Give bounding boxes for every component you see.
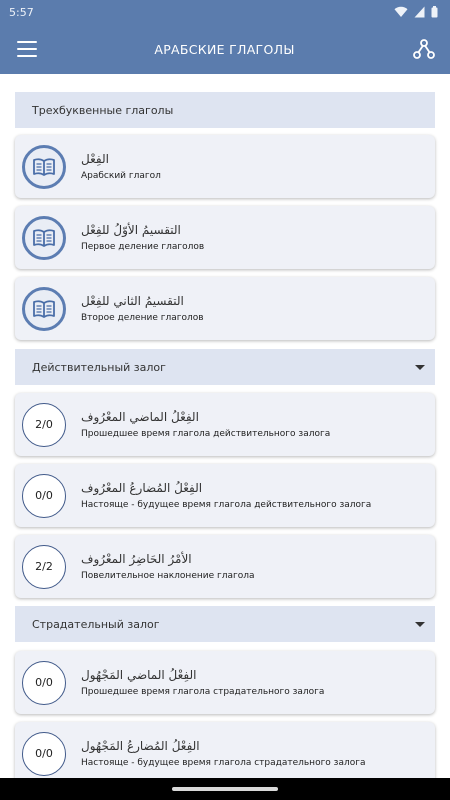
item-arabic-title: الأمْرُ الحَاضِرُ المعْرُوف — [81, 552, 192, 566]
book-icon-badge — [22, 145, 66, 189]
menu-icon-line — [17, 48, 37, 50]
item-arabic-title: الفِعْلُ الماضي المَجْهُول — [81, 668, 197, 682]
book-icon — [33, 300, 55, 318]
dropdown-caret-icon — [415, 622, 425, 627]
progress-badge: 0/0 — [22, 474, 66, 518]
item-subtitle: Второе деление глаголов — [81, 313, 204, 323]
dropdown-caret-icon — [415, 365, 425, 370]
status-bar — [0, 0, 450, 24]
app-bar — [0, 24, 450, 74]
wifi-icon — [394, 6, 408, 18]
status-time: 5:57 — [9, 5, 34, 19]
item-arabic-title: الفِعْلُ الماضي المعْرُوف — [81, 410, 199, 424]
menu-button[interactable] — [17, 41, 37, 57]
battery-icon — [431, 6, 438, 18]
share-nodes-icon — [414, 40, 434, 58]
cellular-signal-icon — [414, 6, 425, 18]
item-subtitle: Повелительное наклонение глагола — [81, 571, 255, 581]
section-header-triliteral — [15, 92, 435, 128]
list-item[interactable] — [15, 651, 435, 714]
list-item[interactable] — [15, 206, 435, 269]
item-subtitle: Настояще - будущее время глагола действительного залога — [81, 500, 372, 510]
section-header-passive-voice[interactable] — [15, 606, 435, 642]
book-icon — [33, 158, 55, 176]
item-subtitle: Прошедшее время глагола действительного залога — [81, 429, 331, 439]
content-list[interactable] — [0, 74, 450, 778]
menu-icon-line — [17, 55, 37, 57]
book-icon — [33, 229, 55, 247]
item-subtitle: Первое деление глаголов — [81, 242, 205, 252]
item-subtitle: Арабский глагол — [81, 171, 161, 181]
progress-badge: 0/0 — [22, 661, 66, 705]
item-subtitle: Настояще - будущее время глагола страдательного залога — [81, 758, 366, 768]
item-arabic-title: الفِعْلُ المُضارعُ المعْرُوف — [81, 481, 203, 495]
system-nav-bar — [0, 778, 450, 800]
book-icon-badge — [22, 216, 66, 260]
item-arabic-title: الفِعْل — [81, 152, 109, 166]
item-subtitle: Прошедшее время глагола страдательного залога — [81, 687, 325, 697]
item-arabic-title: التقسيمُ الثاني للفِعْل — [81, 294, 184, 308]
progress-badge: 0/0 — [22, 732, 66, 776]
app-title: АРАБСКИЕ ГЛАГОЛЫ — [154, 41, 295, 57]
item-arabic-title: التقسيمُ الأوّلُ للفِعْل — [81, 223, 181, 237]
section-title: Трехбуквенные глаголы — [32, 103, 174, 117]
list-item[interactable] — [15, 464, 435, 527]
section-header-active-voice[interactable] — [15, 349, 435, 385]
menu-icon-line — [17, 41, 37, 43]
item-arabic-title: الفِعْلُ المُضارعُ المَجْهُول — [81, 739, 200, 753]
status-icons — [394, 6, 438, 18]
section-title: Страдательный залог — [32, 617, 160, 631]
progress-badge: 2/0 — [22, 403, 66, 447]
list-item[interactable] — [15, 722, 435, 778]
home-gesture-handle[interactable] — [172, 787, 278, 791]
share-button[interactable] — [412, 37, 436, 61]
list-item[interactable] — [15, 135, 435, 198]
section-title: Действительный залог — [32, 360, 166, 374]
book-icon-badge — [22, 287, 66, 331]
list-item[interactable] — [15, 393, 435, 456]
progress-badge: 2/2 — [22, 545, 66, 589]
list-item[interactable] — [15, 277, 435, 340]
list-item[interactable] — [15, 535, 435, 598]
